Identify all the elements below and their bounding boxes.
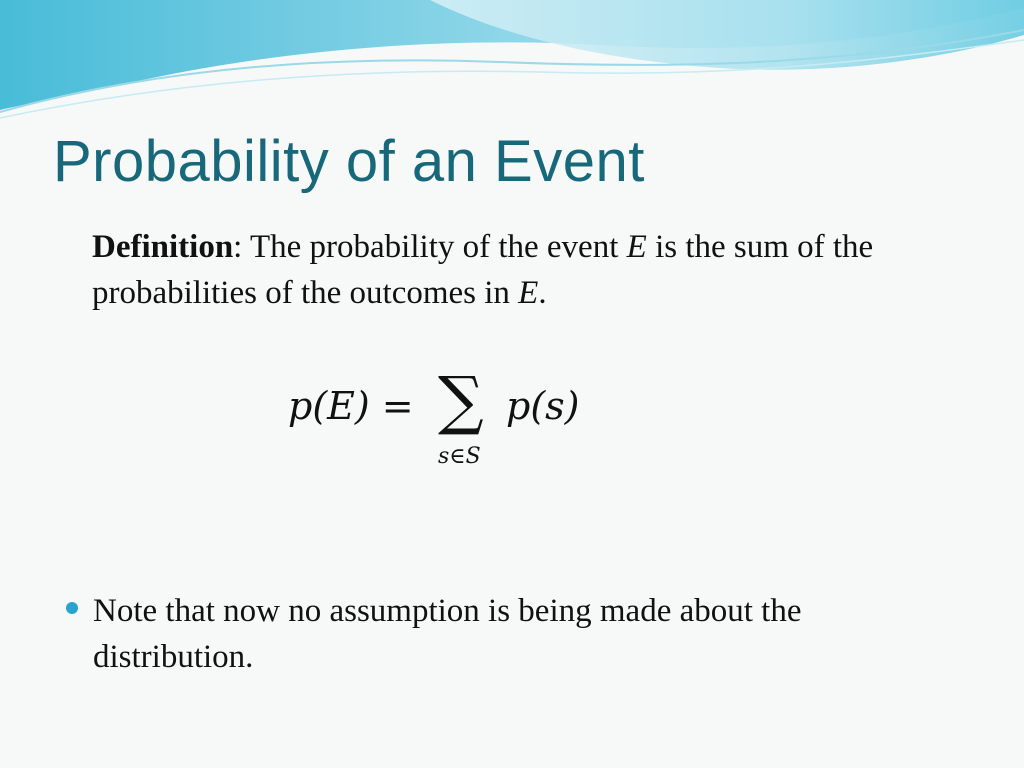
formula-rhs: p(s) xyxy=(506,384,580,428)
summation-subscript: s∈S xyxy=(438,444,481,469)
definition-period: . xyxy=(538,275,547,311)
definition-paragraph xyxy=(92,224,972,316)
bullet-text: Note that now no assumption is being made about the distribution. xyxy=(93,593,802,675)
formula-lhs: p(E) = xyxy=(288,384,414,428)
summation-symbol: ∑ xyxy=(438,364,484,438)
slide-title: Probability of an Event xyxy=(53,129,645,194)
definition-label: Definition xyxy=(92,229,234,265)
probability-formula xyxy=(288,364,588,478)
definition-text-part2: is the sum of the probabilities of the outcomes in xyxy=(92,229,874,311)
header-wave-decoration xyxy=(0,0,1024,130)
bullet-dot-icon xyxy=(66,602,78,614)
definition-variable-e: E xyxy=(626,229,647,265)
definition-variable-e-2: E xyxy=(518,275,539,311)
definition-text-part1: : The probability of the event xyxy=(233,229,627,265)
